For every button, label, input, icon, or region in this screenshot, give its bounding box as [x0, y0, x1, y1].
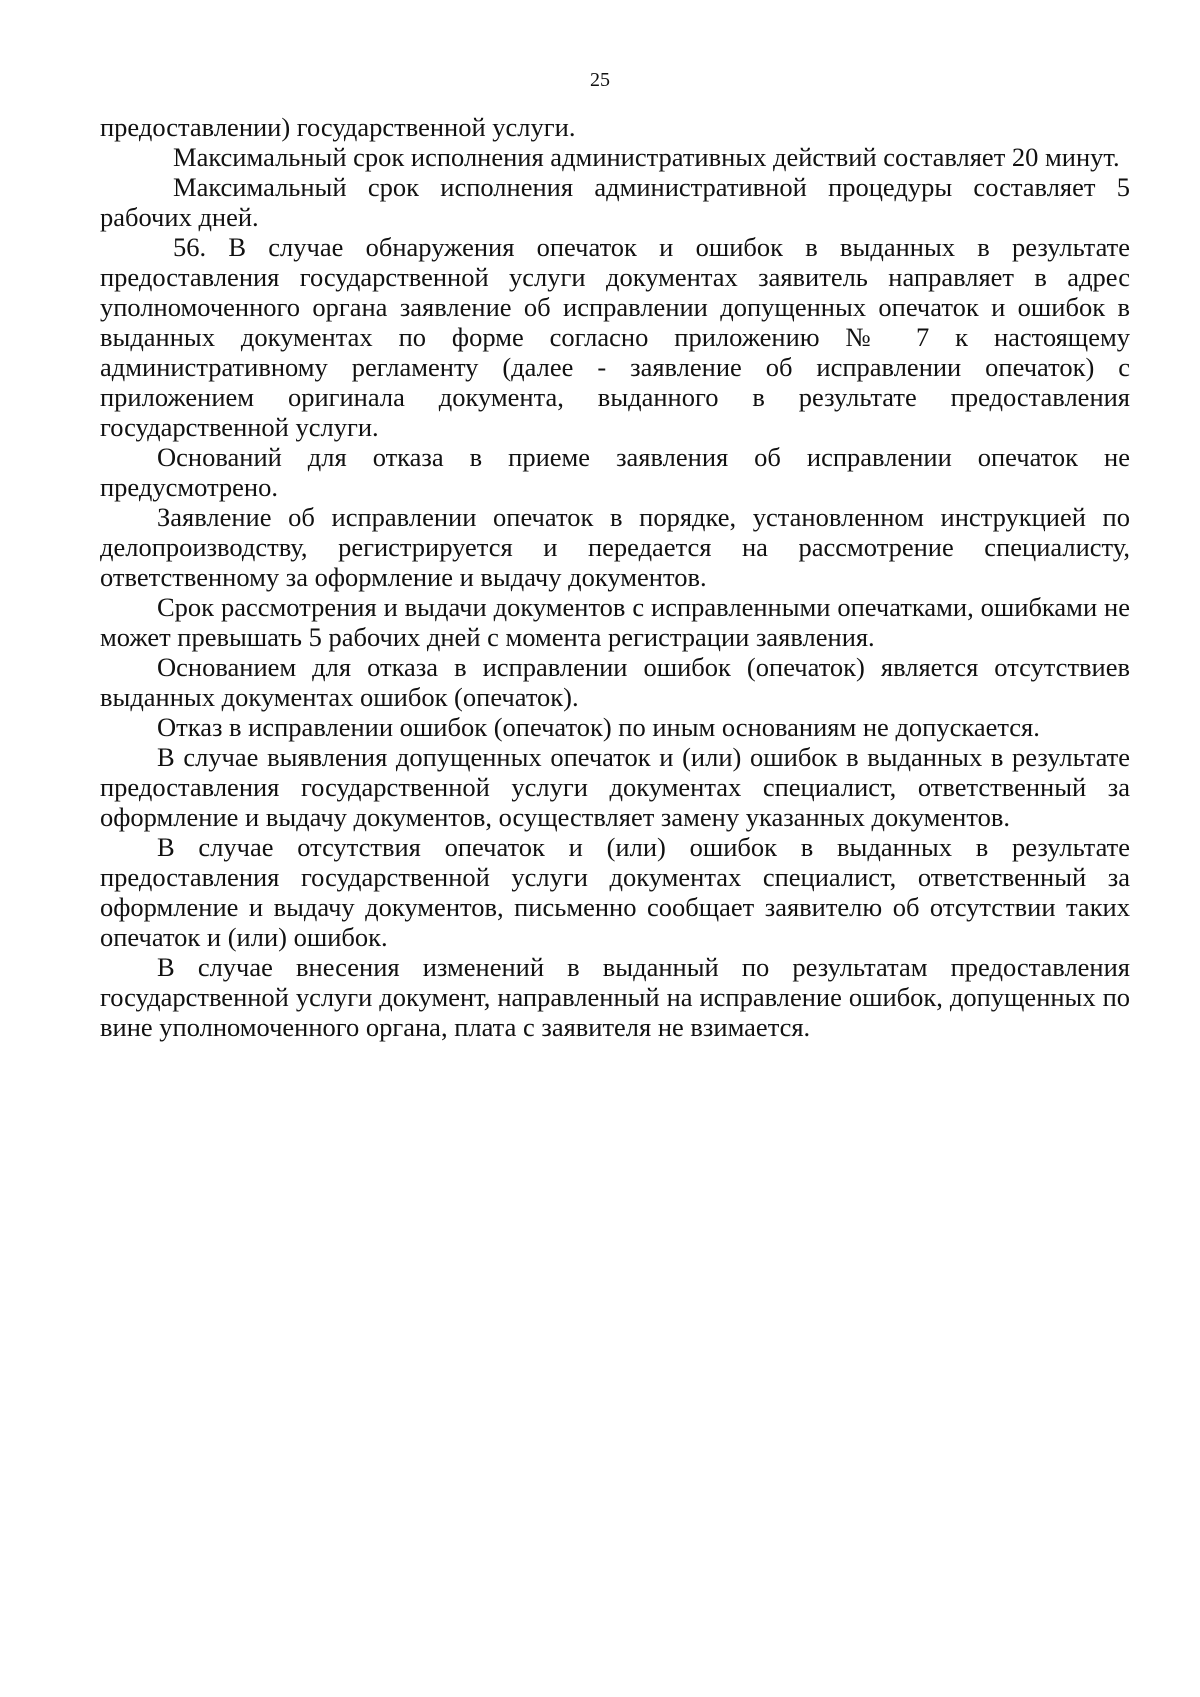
document-body	[100, 112, 1130, 1042]
paragraph: 56. В случае обнаружения опечаток и ошибок в выданных в результате предоставления государственной услуги документах заявитель направляет в адрес уполномоченного органа заявление об исправлении допущенных опечаток и ошибок в выданных документах по форме согласно приложению № 7 к настоящему административному регламенту (далее - заявление об исправлении опечаток) с приложением оригинала документа, выданного в результате предоставления государственной услуги.	[100, 232, 1130, 442]
paragraph: В случае выявления допущенных опечаток и (или) ошибок в выданных в результате предоставления государственной услуги документах специалист, ответственный за оформление и выдачу документов, осуществляет замену указанных документов.	[100, 742, 1130, 832]
paragraph: Отказ в исправлении ошибок (опечаток) по иным основаниям не допускается.	[157, 712, 1040, 742]
paragraph: предоставлении) государственной услуги.	[100, 112, 576, 142]
paragraph: В случае отсутствия опечаток и (или) ошибок в выданных в результате предоставления государственной услуги документах специалист, ответственный за оформление и выдачу документов, письменно сообщает заявителю об отсутствии таких опечаток и (или) ошибок.	[100, 832, 1130, 952]
paragraph: Максимальный срок исполнения административных действий составляет 20 минут.	[173, 142, 1120, 172]
page-number: 25	[590, 69, 610, 91]
paragraph: Оснований для отказа в приеме заявления об исправлении опечаток не предусмотрено.	[100, 442, 1130, 502]
paragraph: В случае внесения изменений в выданный по результатам предоставления государственной услуги документ, направленный на исправление ошибок, допущенных по вине уполномоченного органа, плата с заявителя не взимается.	[100, 952, 1130, 1042]
paragraph: Максимальный срок исполнения административной процедуры составляет 5 рабочих дней.	[100, 172, 1130, 232]
paragraph: Заявление об исправлении опечаток в порядке, установленном инструкцией по делопроизводству, регистрируется и передается на рассмотрение специалисту, ответственному за оформление и выдачу документов.	[100, 502, 1130, 592]
paragraph: Основанием для отказа в исправлении ошибок (опечаток) является отсутствиев выданных документах ошибок (опечаток).	[100, 652, 1130, 712]
paragraph: Срок рассмотрения и выдачи документов с исправленными опечатками, ошибками не может превышать 5 рабочих дней с момента регистрации заявления.	[100, 592, 1130, 652]
